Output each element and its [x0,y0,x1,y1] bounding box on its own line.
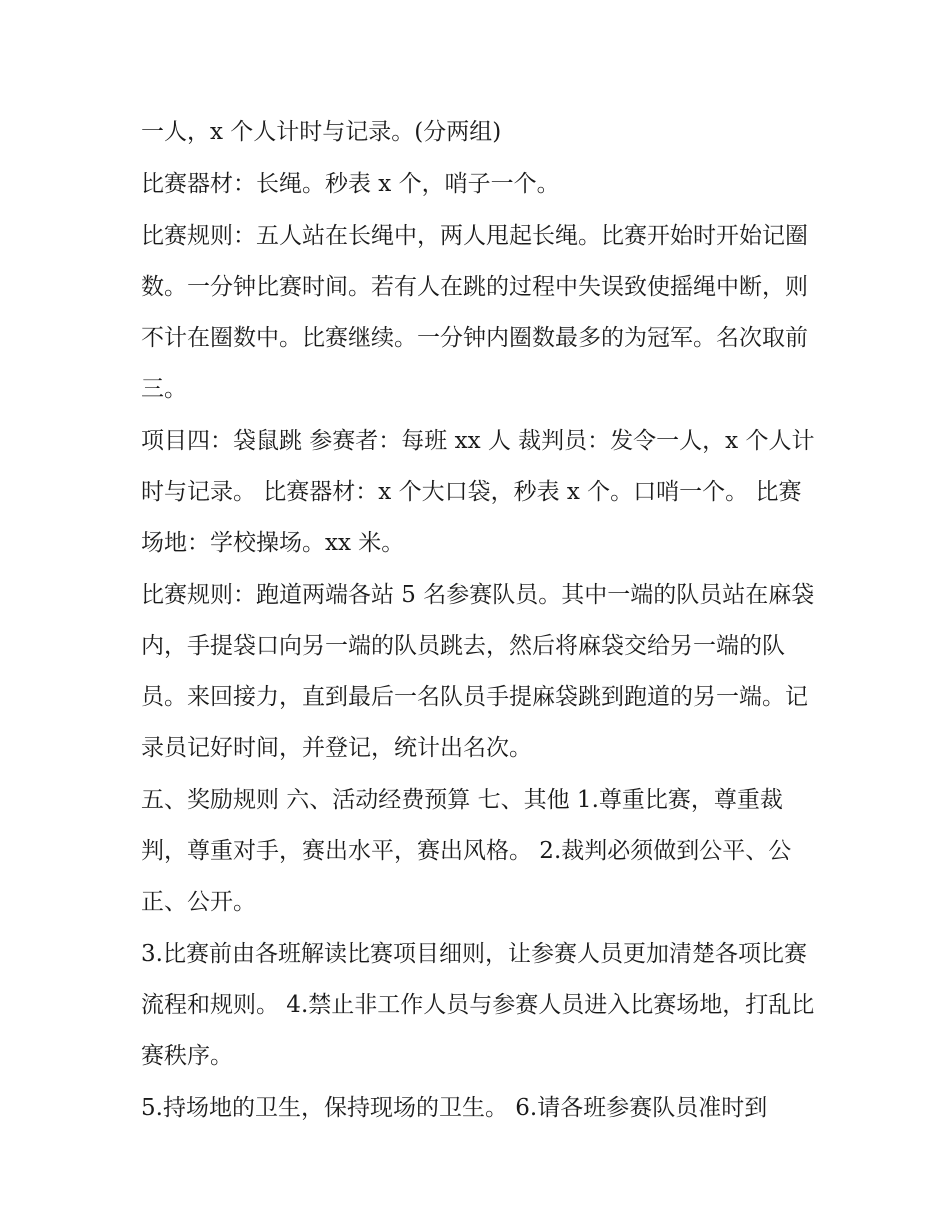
paragraph-7: 3.比赛前由各班解读比赛项目细则，让参赛人员更加清楚各项比赛流程和规则。 4.禁止非工作人员与参赛人员进入比赛场地，打乱比赛秩序。 [141,941,815,1069]
paragraph-6: 五、奖励规则 六、活动经费预算 七、其他 1.尊重比赛，尊重裁判，尊重对手，赛出水平，赛出风格。 2.裁判必须做到公平、公正、公开。 [141,787,792,915]
paragraph-8: 5.持场地的卫生，保持现场的卫生。 6.请各班参赛队员准时到 [141,1095,768,1121]
document-body [141,107,821,1135]
paragraph-2: 比赛器材：长绳。秒表 x 个，哨子一个。 [141,171,560,197]
paragraph-5: 比赛规则：跑道两端各站 5 名参赛队员。其中一端的队员站在麻袋内，手提袋口向另一端的队员跳去，然后将麻袋交给另一端的队员。来回接力，直到最后一名队员手提麻袋跳到跑道的另一端。记录员记好时间，并登记，统计出名次。 [141,582,815,761]
paragraph-4: 项目四：袋鼠跳 参赛者：每班 xx 人 裁判员：发令一人，x 个人计时与记录。 比赛器材：x 个大口袋，秒表 x 个。口哨一个。 比赛场地：学校操场。xx 米。 [141,428,815,556]
paragraph-1: 一人，x 个人计时与记录。(分两组) [141,119,502,145]
paragraph-3: 比赛规则：五人站在长绳中，两人甩起长绳。比赛开始时开始记圈数。一分钟比赛时间。若有人在跳的过程中失误致使摇绳中断，则不计在圈数中。比赛继续。一分钟内圈数最多的为冠军。名次取前三。 [141,223,808,402]
